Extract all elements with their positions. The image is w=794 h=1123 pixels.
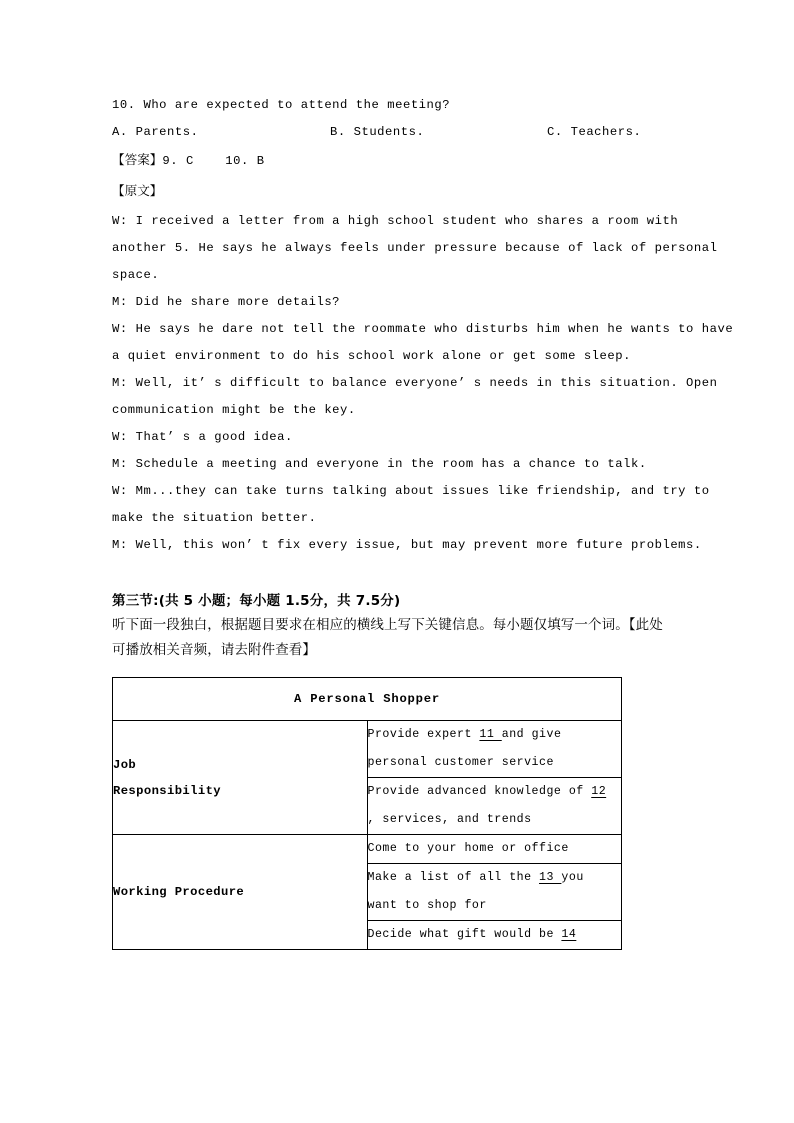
script-line: another 5. He says he always feels under pressure because of lack of personal bbox=[112, 241, 718, 255]
row-label-working-procedure bbox=[113, 835, 368, 950]
cell-text-post: and give personal customer service bbox=[367, 728, 562, 769]
blank-12: 12 bbox=[591, 785, 607, 798]
question-10-text: 10. Who are expected to attend the meeting? bbox=[112, 98, 451, 112]
script-line: a quiet environment to do his school work alone or get some sleep. bbox=[112, 349, 632, 363]
table-cell-item-13 bbox=[367, 864, 622, 921]
cell-text-pre: Make a list of all the bbox=[367, 871, 540, 884]
table-row bbox=[113, 721, 622, 778]
blank-11: 11 bbox=[479, 728, 502, 741]
script-line: M: Well, it’ s difficult to balance everyone’ s needs in this situation. Open bbox=[112, 376, 718, 390]
script-line: make the situation better. bbox=[112, 511, 317, 525]
table-row bbox=[113, 835, 622, 864]
cell-text-pre: Provide advanced knowledge of bbox=[367, 785, 592, 798]
row-label-line1: Working Procedure bbox=[113, 885, 245, 899]
row-label-line2: Responsibility bbox=[113, 783, 221, 798]
cell-text-pre: Come to your home or office bbox=[367, 842, 569, 855]
script-bracket-label: 【原文】 bbox=[112, 183, 163, 198]
script-line: W: I received a letter from a high school student who shares a room with bbox=[112, 214, 679, 228]
option-a: A. Parents. bbox=[112, 125, 199, 139]
script-line: M: Did he share more details? bbox=[112, 295, 341, 309]
answer-text: 9. C 10. B bbox=[162, 154, 265, 168]
option-b: B. Students. bbox=[330, 125, 425, 139]
blank-13: 13 bbox=[539, 871, 562, 884]
blank-14: 14 bbox=[561, 928, 577, 941]
document-content bbox=[112, 92, 734, 950]
script-body bbox=[112, 208, 734, 559]
table-cell-item-14 bbox=[367, 921, 622, 950]
section-three-block bbox=[112, 589, 682, 663]
script-line: M: Schedule a meeting and everyone in the room has a chance to talk. bbox=[112, 457, 647, 471]
question-10-options bbox=[112, 119, 682, 146]
table-cell-item-12 bbox=[367, 778, 622, 835]
answer-bracket-label: 【答案】 bbox=[112, 152, 163, 167]
personal-shopper-table bbox=[112, 677, 622, 950]
cell-text-post: you want to shop for bbox=[367, 871, 584, 912]
script-line: W: That’ s a good idea. bbox=[112, 430, 293, 444]
section-three-heading: 第三节:(共 5 小题；每小题 1.5分，共 7.5分) bbox=[112, 593, 401, 609]
script-line: W: He says he dare not tell the roommate who disturbs him when he wants to have bbox=[112, 322, 734, 336]
table-cell-procedure-1 bbox=[367, 835, 622, 864]
answer-line bbox=[112, 146, 682, 175]
table-title-cell: A Personal Shopper bbox=[113, 678, 622, 721]
option-c: C. Teachers. bbox=[547, 125, 642, 139]
cell-text-post: , services, and trends bbox=[367, 813, 532, 826]
cell-text-pre: Decide what gift would be bbox=[367, 928, 562, 941]
script-header bbox=[112, 175, 682, 208]
personal-shopper-table-wrap bbox=[112, 677, 682, 950]
section-three-instruction: 听下面一段独白，根据题目要求在相应的横线上写下关键信息。每小题仅填写一个词。【此处可播放相关音频，请去附件查看】 bbox=[112, 617, 663, 658]
script-line: W: Mm...they can take turns talking about issues like friendship, and try to bbox=[112, 484, 710, 498]
row-label-job-responsibility bbox=[113, 721, 368, 835]
script-line: communication might be the key. bbox=[112, 403, 356, 417]
table-cell-item-11 bbox=[367, 721, 622, 778]
script-line: space. bbox=[112, 268, 160, 282]
cell-text-pre: Provide expert bbox=[367, 728, 480, 741]
table-row bbox=[113, 678, 622, 721]
script-line: M: Well, this won’ t fix every issue, but may prevent more future problems. bbox=[112, 538, 702, 552]
row-label-line1: Job bbox=[113, 757, 137, 772]
